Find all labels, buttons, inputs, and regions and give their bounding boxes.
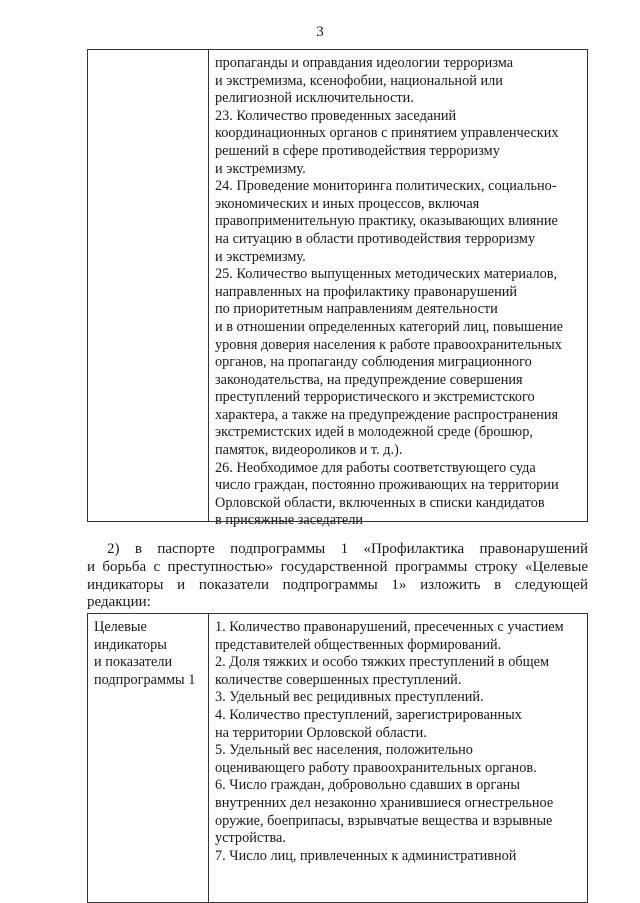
- text-line: уровня доверия населения к работе правоохранительных: [215, 336, 562, 353]
- text-line: по приоритетным направлениям деятельности: [215, 301, 498, 318]
- row-header: [94, 619, 206, 689]
- page-number: 3: [316, 24, 324, 40]
- row-header-line: подпрограммы 1: [94, 671, 196, 688]
- column-divider: [208, 614, 209, 902]
- text-line: 23. Количество проведенных заседаний: [215, 107, 457, 124]
- text-line: памяток, видеороликов и т. д.).: [215, 442, 403, 459]
- text-line: 5. Удельный вес населения, положительно: [215, 742, 473, 759]
- text-line: устройства.: [215, 830, 286, 847]
- text-line: в присяжные заседатели: [215, 512, 364, 529]
- text-line: 4. Количество преступлений, зарегистрированных: [215, 706, 522, 723]
- text-line: число граждан, постоянно проживающих на территории: [215, 477, 559, 494]
- text-line: правоприменительную практику, оказывающих влияние: [215, 213, 558, 230]
- text-line: экстремистских идей в молодежной среде (брошюр,: [215, 424, 533, 441]
- amendment-paragraph: [87, 541, 588, 612]
- text-line: 1. Количество правонарушений, пресеченных с участием: [215, 619, 564, 635]
- text-line: характера, а также на предупреждение распространения: [215, 406, 559, 423]
- text-line: экономических и иных процессов, включая: [215, 195, 480, 212]
- text-line: координационных органов с принятием управленческих: [215, 125, 559, 142]
- target-indicators-table: [87, 613, 588, 903]
- text-line: преступлений террористического и экстремистского: [215, 389, 535, 406]
- text-line: решений в сфере противодействия терроризму: [215, 142, 500, 159]
- text-line: и экстремизма, ксенофобии, национальной или: [215, 72, 503, 89]
- paragraph-line: индикаторы и показатели подпрограммы 1» изложить в следующей: [87, 576, 588, 593]
- indicators-list: [215, 619, 587, 865]
- text-line: религиозной исключительности.: [215, 90, 414, 107]
- text-line: и экстремизму.: [215, 248, 306, 265]
- text-line: 7. Число лиц, привлеченных к административной: [215, 847, 517, 864]
- text-line: Орловской области, включенных в списки кандидатов: [215, 494, 545, 511]
- text-line: и экстремизму.: [215, 160, 306, 177]
- text-line: пропаганды и оправдания идеологии терроризма: [215, 55, 514, 71]
- text-line: количестве совершенных преступлений.: [215, 671, 462, 688]
- text-line: на территории Орловской области.: [215, 724, 427, 741]
- row-header-line: Целевые: [94, 619, 147, 635]
- indicators-table-continuation: [87, 49, 588, 529]
- paragraph-line: редакции:: [87, 594, 151, 611]
- text-line: 2. Доля тяжких и особо тяжких преступлений в общем: [215, 654, 550, 671]
- text-line: направленных на профилактику правонарушений: [215, 283, 518, 300]
- row-header-line: индикаторы: [94, 636, 167, 653]
- text-line: органов, на пропаганду соблюдения миграционного: [215, 354, 532, 371]
- paragraph-line: и борьба с преступностью» государственной программы строку «Целевые: [87, 558, 588, 575]
- text-line: внутренних дел незаконно хранившиеся огнестрельное: [215, 794, 554, 811]
- text-line: на ситуацию в области противодействия терроризму: [215, 230, 536, 247]
- column-divider: [208, 50, 209, 521]
- text-line: 3. Удельный вес рецидивных преступлений.: [215, 689, 484, 706]
- text-line: 26. Необходимое для работы соответствующего суда: [215, 459, 536, 476]
- text-line: 6. Число граждан, добровольно сдавших в органы: [215, 777, 520, 794]
- text-line: законодательства, на предупреждение совершения: [215, 371, 523, 388]
- indicators-list: [215, 55, 587, 530]
- text-line: оружие, боеприпасы, взрывчатые вещества и взрывные: [215, 812, 553, 829]
- text-line: и в отношении определенных категорий лиц, повышение: [215, 318, 563, 335]
- paragraph-line: 2) в паспорте подпрограммы 1 «Профилактика правонарушений: [107, 541, 588, 557]
- text-line: 24. Проведение мониторинга политических, социально-: [215, 178, 557, 195]
- text-line: 25. Количество выпущенных методических материалов,: [215, 266, 558, 283]
- text-line: оценивающего работу правоохранительных органов.: [215, 759, 537, 776]
- row-header-line: и показатели: [94, 654, 173, 671]
- text-line: представителей общественных формирований.: [215, 636, 502, 653]
